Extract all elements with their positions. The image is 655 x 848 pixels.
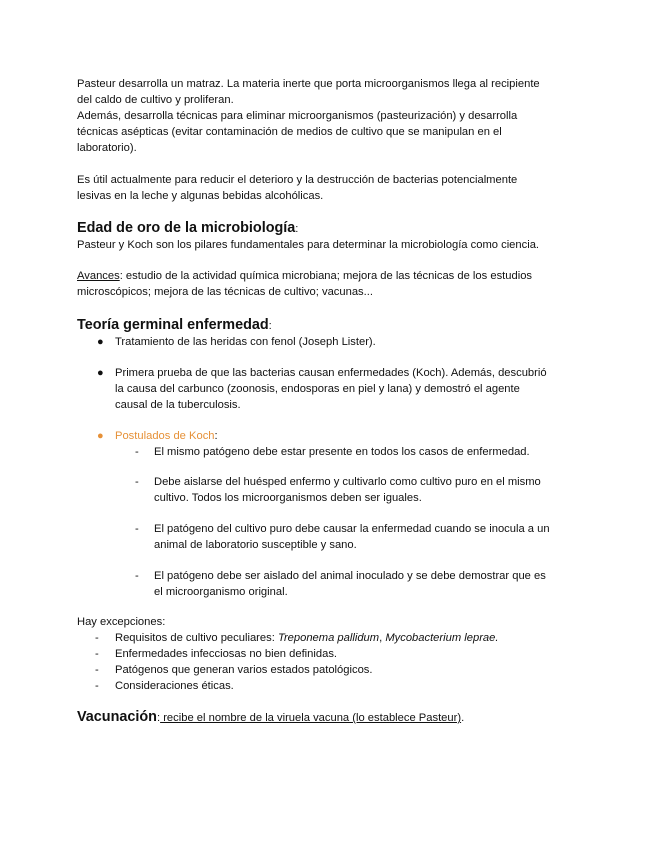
- germ-theory-heading-colon: :: [268, 320, 272, 332]
- vaccination-colon: :: [156, 712, 161, 724]
- dash-marker: -: [135, 570, 139, 582]
- golden-age-heading: [77, 219, 298, 238]
- postulate-3-line-2: animal de laboratorio susceptible y sano.: [154, 539, 357, 551]
- advances-text: : estudio de la actividad química microbiana; mejora de las técnicas de los estudios: [119, 270, 533, 282]
- postulate-3-line-1: El patógeno del cultivo puro debe causar la enfermedad cuando se inocula a un: [154, 523, 550, 535]
- species-treponema: Treponema pallidum: [277, 632, 380, 644]
- postulate-2-line-1: Debe aislarse del huésped enfermo y cultivarlo como cultivo puro en el mismo: [154, 476, 541, 488]
- germ-item-2-line-2: la causa del carbunco (zoonosis, endosporas en piel y lana) y demostró el agente: [115, 383, 520, 395]
- koch-postulates-colon: :: [214, 430, 218, 442]
- exception-item-1-prefix: Requisitos de cultivo peculiares:: [115, 632, 278, 644]
- vaccination-line: [77, 708, 464, 727]
- exception-item-1-separator: ,: [379, 632, 386, 644]
- germ-item-1: Tratamiento de las heridas con fenol (Joseph Lister).: [115, 336, 376, 348]
- dash-marker: -: [95, 664, 99, 676]
- germ-item-2-line-1: Primera prueba de que las bacterias causan enfermedades (Koch). Además, descubrió: [115, 367, 547, 379]
- advances-line-1: [77, 268, 532, 284]
- golden-age-heading-colon: :: [295, 223, 299, 235]
- intro-line-1: Pasteur desarrolla un matraz. La materia inerte que porta microorganismos llega al recipiente: [77, 78, 540, 90]
- intro-line-2: del caldo de cultivo y proliferan.: [77, 94, 234, 106]
- germ-theory-heading-text: Teoría germinal enfermedad: [77, 317, 269, 333]
- exception-item-1: [115, 630, 498, 646]
- exception-item-3: Patógenos que generan varios estados patológicos.: [115, 664, 373, 676]
- exception-item-2: Enfermedades infecciosas no bien definidas.: [115, 648, 338, 660]
- postulate-1-line-1: El mismo patógeno debe estar presente en todos los casos de enfermedad.: [154, 446, 530, 458]
- vaccination-text: recibe el nombre de la viruela vacuna (lo establece Pasteur): [160, 712, 462, 724]
- exception-item-4: Consideraciones éticas.: [115, 680, 234, 692]
- species-mycobacterium: Mycobacterium leprae.: [385, 632, 499, 644]
- koch-postulates-label: Postulados de Koch: [115, 430, 215, 442]
- exceptions-title: Hay excepciones:: [77, 616, 166, 628]
- vaccination-heading: Vacunación: [77, 709, 157, 725]
- golden-age-line: Pasteur y Koch son los pilares fundamentales para determinar la microbiología como ciencia.: [77, 239, 540, 251]
- vaccination-period: .: [461, 712, 465, 724]
- utility-line-2: lesivas en la leche y algunas bebidas alcohólicas.: [77, 190, 324, 202]
- intro-line-4: técnicas asépticas (evitar contaminación de medios de cultivo que se manipulan en el: [77, 126, 502, 138]
- intro-line-3: Además, desarrolla técnicas para eliminar microorganismos (pasteurización) y desarrolla: [77, 110, 518, 122]
- utility-line-1: Es útil actualmente para reducir el deterioro y la destrucción de bacterias potencialmente: [77, 174, 518, 186]
- advances-line-2: microscópicos; mejora de las técnicas de cultivo; vacunas...: [77, 286, 373, 298]
- dash-marker: -: [135, 446, 139, 458]
- advances-label: Avances: [77, 270, 120, 282]
- dash-marker: -: [135, 476, 139, 488]
- dash-marker: -: [95, 632, 99, 644]
- golden-age-heading-text: Edad de oro de la microbiología: [77, 220, 296, 236]
- bullet-icon: ●: [97, 336, 104, 348]
- germ-theory-heading: [77, 316, 272, 335]
- dash-marker: -: [135, 523, 139, 535]
- bullet-icon: ●: [97, 430, 104, 442]
- postulate-4-line-2: el microorganismo original.: [154, 586, 288, 598]
- postulate-2-line-2: cultivo. Todos los microorganismos deben ser iguales.: [154, 492, 422, 504]
- postulate-4-line-1: El patógeno debe ser aislado del animal inoculado y se debe demostrar que es: [154, 570, 546, 582]
- bullet-icon: ●: [97, 367, 104, 379]
- germ-item-2-line-3: causal de la tuberculosis.: [115, 399, 241, 411]
- dash-marker: -: [95, 648, 99, 660]
- intro-line-5: laboratorio).: [77, 142, 137, 154]
- dash-marker: -: [95, 680, 99, 692]
- koch-postulates-title: [115, 428, 218, 444]
